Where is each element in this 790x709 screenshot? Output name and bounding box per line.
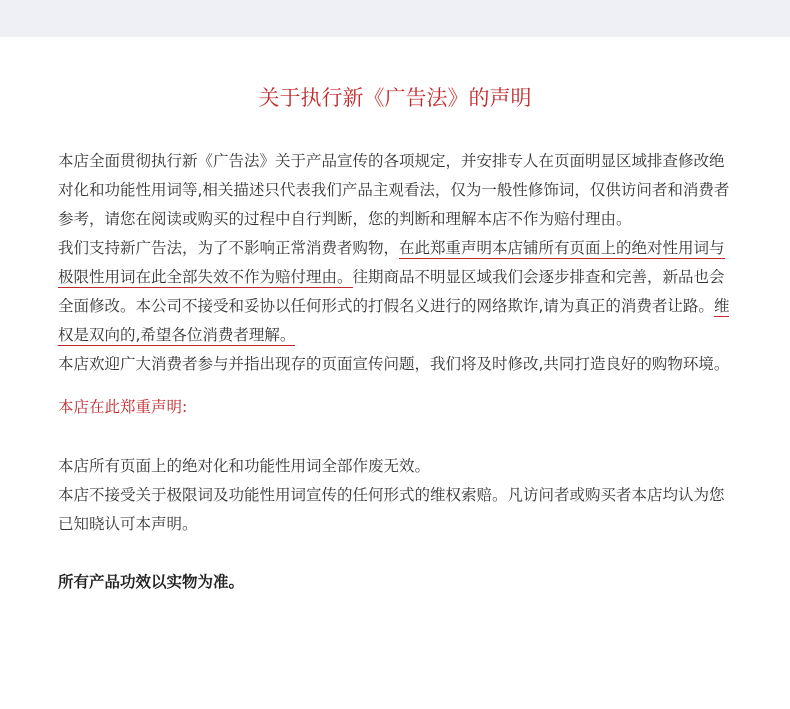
invalidation-statement: 在此郑重声明本店铺所有页面上的绝对性用词与极限性用词在此全部失效不作为赔付理由。 bbox=[58, 239, 725, 286]
spacer bbox=[58, 422, 738, 452]
statement-invalid-words: 本店所有页面上的绝对化和功能性用词全部作废无效。 bbox=[58, 457, 431, 475]
spacer bbox=[58, 539, 738, 568]
welcome-paragraph: 本店欢迎广大消费者参与并指出现存的页面宣传问题，我们将及时修改,共同打造良好的购物环境。 bbox=[58, 355, 730, 373]
support-text: 我们支持新广告法，为了不影响正常消费者购物， bbox=[58, 239, 400, 257]
statement-no-claims: 本店不接受关于极限词及功能性用词宣传的任何形式的维权索赔。凡访问者或购买者本店均认为您已知晓认可本声明。 bbox=[58, 486, 725, 533]
support-paragraph bbox=[58, 234, 738, 350]
declaration-subheading: 本店在此郑重声明: bbox=[58, 398, 188, 416]
top-band bbox=[0, 0, 790, 37]
intro-paragraph: 本店全面贯彻执行新《广告法》关于产品宣传的各项规定，并安排专人在页面明显区域排查修改绝对化和功能性用词等,相关描述只代表我们产品主观看法，仅为一般性修饰词，仅供访问者和消费者参考，请您在阅读或购买的过程中自行判断，您的判断和理解本店不作为赔付理由。 bbox=[58, 152, 730, 228]
final-note: 所有产品功效以实物为准。 bbox=[58, 573, 245, 591]
declaration-body bbox=[58, 147, 738, 597]
page-title: 关于执行新《广告法》的声明 bbox=[258, 86, 532, 110]
spacer bbox=[58, 379, 738, 393]
review-text: 往期商品不明显区域我们会逐步排查和完善，新品也会全面修改。本公司不接受和妥协以任何形式的打假名义进行的网络欺诈,请为真正的消费者让路。 bbox=[58, 268, 725, 315]
mutual-rights-statement: 维权是双向的,希望各位消费者理解。 bbox=[58, 297, 730, 344]
